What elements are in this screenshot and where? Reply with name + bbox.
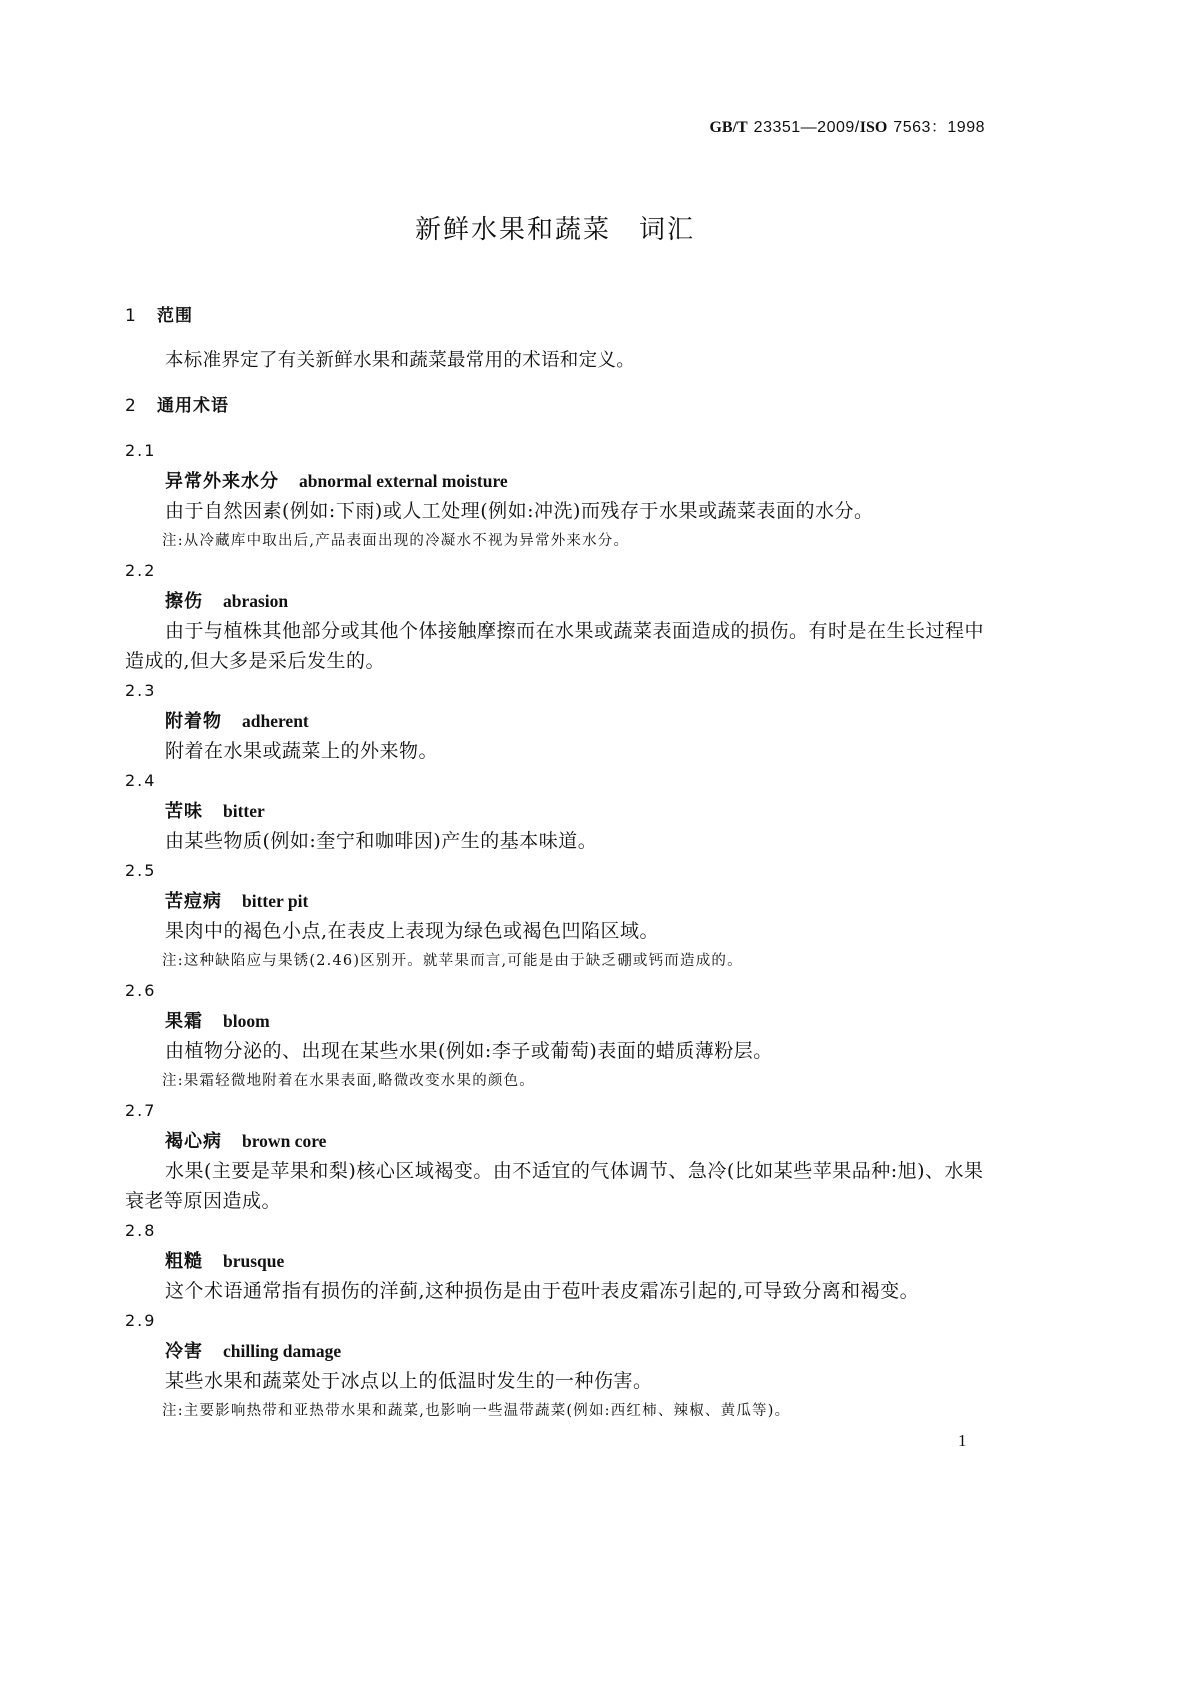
section-heading-scope xyxy=(125,301,193,331)
term-chinese-name: 异常外来水分 xyxy=(165,471,279,492)
definition-line: 果肉中的褐色小点,在表皮上表现为绿色或褐色凹陷区域。 xyxy=(165,920,660,942)
term-english-name: brown core xyxy=(242,1131,327,1151)
term-number: 2.7 xyxy=(125,1101,157,1120)
standard-number: 23351—2009 xyxy=(753,119,855,136)
definition-line: 这个术语通常指有损伤的洋蓟,这种损伤是由于苞叶表皮霜冻引起的,可导致分离和褐变。 xyxy=(165,1280,920,1302)
definition-line: 水果(主要是苹果和梨)核心区域褐变。由不适宜的气体调节、急冷(比如某些苹果品种:旭)、水果 xyxy=(165,1160,984,1182)
term-title xyxy=(125,1126,985,1156)
term-chinese-name: 粗糙 xyxy=(165,1251,203,1272)
term-entry xyxy=(125,436,985,556)
term-english-name: bloom xyxy=(223,1011,270,1031)
term-english-name: bitter pit xyxy=(242,891,309,911)
section-heading-text: 范围 xyxy=(157,306,193,326)
standard-code-header xyxy=(709,116,985,140)
section-number: 2 xyxy=(125,396,136,416)
term-chinese-name: 果霜 xyxy=(165,1011,203,1032)
term-entry xyxy=(125,766,985,856)
adopted-number: 7563：1998 xyxy=(893,119,985,136)
document-title: 新鲜水果和蔬菜 词汇 xyxy=(414,215,695,245)
definition-line: 由于与植株其他部分或其他个体接触摩擦而在水果或蔬菜表面造成的损伤。有时是在生长过程中 xyxy=(165,620,985,642)
definition-line: 衰老等原因造成。 xyxy=(125,1190,282,1212)
term-title xyxy=(125,706,985,736)
term-title xyxy=(125,466,985,496)
term-chinese-name: 附着物 xyxy=(165,711,222,732)
term-number: 2.5 xyxy=(125,861,157,880)
term-english-name: bitter xyxy=(223,801,265,821)
term-chinese-name: 冷害 xyxy=(165,1341,203,1362)
adopted-prefix: ISO xyxy=(859,119,888,136)
term-entry xyxy=(125,556,985,676)
definition-line: 由于自然因素(例如:下雨)或人工处理(例如:冲洗)而残存于水果或蔬菜表面的水分。 xyxy=(165,500,874,522)
term-note: 注:主要影响热带和亚热带水果和蔬菜,也影响一些温带蔬菜(例如:西红柿、辣椒、黄瓜等)。 xyxy=(162,1403,791,1419)
term-english-name: chilling damage xyxy=(223,1341,342,1361)
term-entry xyxy=(125,1216,985,1306)
term-entry xyxy=(125,1306,985,1426)
term-number: 2.6 xyxy=(125,981,157,1000)
standard-prefix: GB/T xyxy=(709,119,748,136)
term-english-name: abrasion xyxy=(223,591,289,611)
term-entry xyxy=(125,676,985,766)
section-heading-general-terms xyxy=(125,391,229,421)
term-number: 2.1 xyxy=(125,441,157,460)
definition-line: 由某些物质(例如:奎宁和咖啡因)产生的基本味道。 xyxy=(165,830,598,852)
term-title xyxy=(125,796,985,826)
term-english-name: adherent xyxy=(242,711,309,731)
term-chinese-name: 苦味 xyxy=(165,801,203,822)
term-number: 2.4 xyxy=(125,771,157,790)
term-chinese-name: 褐心病 xyxy=(165,1131,222,1152)
term-entry xyxy=(125,856,985,976)
term-english-name: brusque xyxy=(223,1251,285,1271)
definition-line: 造成的,但大多是采后发生的。 xyxy=(125,650,386,672)
definition-line: 由植物分泌的、出现在某些水果(例如:李子或葡萄)表面的蜡质薄粉层。 xyxy=(165,1040,773,1062)
term-note: 注:这种缺陷应与果锈(2.46)区别开。就苹果而言,可能是由于缺乏硼或钙而造成的。 xyxy=(162,953,743,969)
definition-line: 某些水果和蔬菜处于冰点以上的低温时发生的一种伤害。 xyxy=(165,1370,653,1392)
term-english-name: abnormal external moisture xyxy=(299,471,508,491)
term-number: 2.8 xyxy=(125,1221,157,1240)
term-entry xyxy=(125,976,985,1096)
term-entry xyxy=(125,1096,985,1216)
term-number: 2.9 xyxy=(125,1311,157,1330)
page-number: 1 xyxy=(958,1431,967,1450)
term-title xyxy=(125,1006,985,1036)
term-list xyxy=(125,436,985,1426)
standard-separator: / xyxy=(854,119,860,136)
section-body-scope: 本标准界定了有关新鲜水果和蔬菜最常用的术语和定义。 xyxy=(165,350,636,371)
term-title xyxy=(125,1336,985,1366)
term-title xyxy=(125,586,985,616)
term-title xyxy=(125,1246,985,1276)
term-note: 注:从冷藏库中取出后,产品表面出现的冷凝水不视为异常外来水分。 xyxy=(162,533,630,549)
term-title xyxy=(125,886,985,916)
definition-line: 附着在水果或蔬菜上的外来物。 xyxy=(165,740,439,762)
section-number: 1 xyxy=(125,306,136,326)
term-number: 2.3 xyxy=(125,681,157,700)
term-chinese-name: 擦伤 xyxy=(165,591,203,612)
section-heading-text: 通用术语 xyxy=(157,396,229,416)
term-number: 2.2 xyxy=(125,561,157,580)
term-chinese-name: 苦痘病 xyxy=(165,891,222,912)
term-note: 注:果霜轻微地附着在水果表面,略微改变水果的颜色。 xyxy=(162,1073,535,1089)
